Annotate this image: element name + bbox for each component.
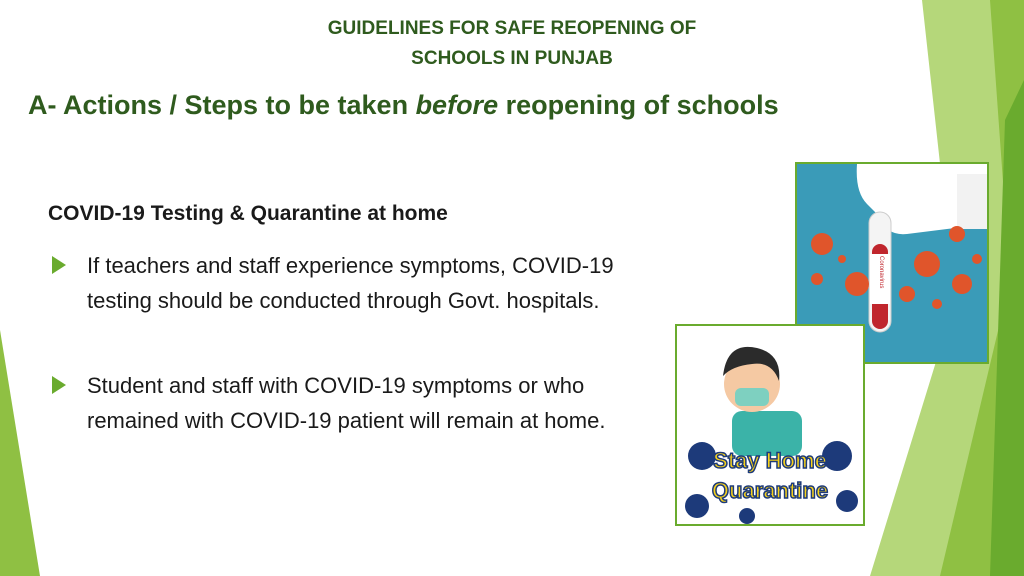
subtitle-emphasis: before	[415, 90, 499, 120]
page-header	[262, 14, 762, 74]
kid-mask	[735, 388, 769, 406]
bullet-arrow-icon	[52, 256, 66, 274]
quarantine-illustration	[677, 326, 863, 524]
virus-particles	[811, 226, 982, 309]
deco-slice-left	[0, 330, 40, 576]
slide-subtitle	[28, 90, 779, 121]
header-line-2: SCHOOLS IN PUNJAB	[411, 48, 613, 69]
header-line-1: GUIDELINES FOR SAFE REOPENING OF	[327, 18, 697, 39]
quarantine-text: Quarantine	[711, 478, 829, 503]
sleeve	[957, 174, 987, 229]
section-title: COVID-19 Testing & Quarantine at home	[48, 202, 448, 225]
bullet-text: If teachers and staff experience symptoms, COVID-19 testing should be conducted through Govt. hospitals.	[87, 253, 614, 313]
subtitle-suffix: reopening of schools	[498, 90, 779, 120]
quarantine-image	[675, 324, 865, 526]
stay-home-text: Stay Home	[713, 448, 827, 473]
bullet-arrow-icon	[52, 376, 66, 394]
test-tube-label-text: Coronavirus	[878, 256, 884, 289]
subtitle-prefix: A- Actions / Steps to be taken	[28, 90, 416, 120]
bullet-text: Student and staff with COVID-19 symptoms or who remained with COVID-19 patient will remain at home.	[87, 373, 606, 433]
bullet-item	[48, 248, 668, 318]
bullet-item	[48, 368, 668, 438]
